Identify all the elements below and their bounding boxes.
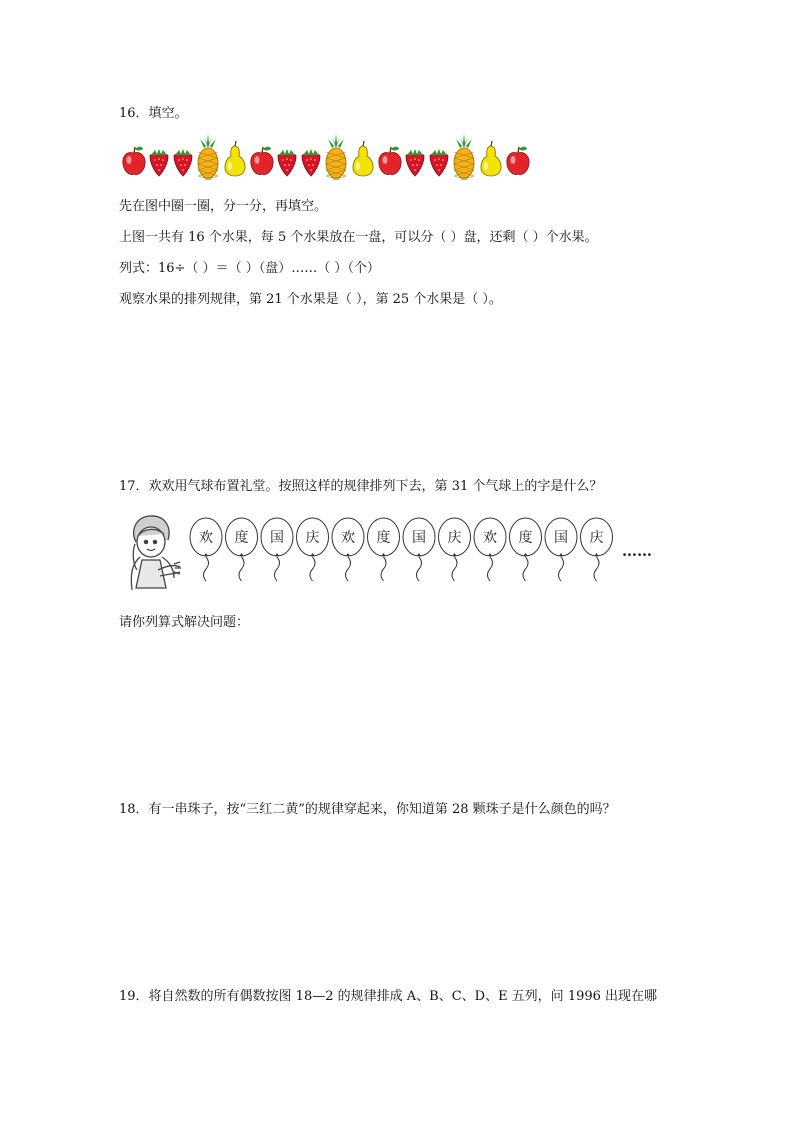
fill-blank-pattern: 观察水果的排列规律，第 21 个水果是（ ），第 25 个水果是（ ）。 [119,292,502,307]
balloon-character: 度 [518,530,533,546]
strawberry-icon [174,149,192,176]
pear-icon [481,141,501,176]
balloon-character: 国 [412,530,426,546]
question-18-title: 18．有一串珠子，按“三红二黄”的规律穿起来，你知道第 28 颗珠子是什么颜色的吗？ [119,802,616,817]
balloon-character: 度 [376,530,391,546]
balloon-character: 庆 [589,530,604,546]
apple-icon [123,147,145,175]
balloon [297,518,329,581]
strawberry-icon [278,149,296,176]
balloon [439,518,471,581]
balloon [474,518,506,581]
pear-icon [353,141,373,176]
apple-icon [379,147,401,175]
balloon [261,518,293,581]
question-16-title: 16．填空。 [119,106,188,121]
question-17-title: 17．欢欢用气球布置礼堂。按照这样的规律排列下去，第 31 个气球上的字是什么？ [119,479,603,494]
balloon [190,518,222,581]
balloon-character: 庆 [305,530,320,546]
strawberry-icon [302,149,320,176]
ellipsis: …… [622,542,652,560]
balloon-sequence [188,516,668,590]
pineapple-icon [326,134,346,180]
pineapple-icon [454,134,474,180]
balloon-character: 度 [234,530,249,546]
question-19-title: 19．将自然数的所有偶数按图 18—2 的规律排成 A、B、C、D、E 五列，问 1996 出现在哪 [119,989,658,1004]
balloon [510,518,542,581]
pear-icon [225,141,245,176]
fruit-sequence [121,134,581,180]
calculation-prompt: 请你列算式解决问题： [119,615,250,630]
balloon [368,518,400,581]
balloon-character: 欢 [199,530,213,546]
balloon [332,518,364,581]
girl-illustration [122,512,184,596]
pineapple-icon [198,134,218,180]
balloon [226,518,258,581]
balloon-character: 欢 [341,530,355,546]
strawberry-icon [430,149,448,176]
fill-blank-count: 上图一共有 16 个水果，每 5 个水果放在一盘，可以分（ ）盘，还剩（ ）个水果。 [119,230,598,245]
balloon [403,518,435,581]
balloon-character: 国 [270,530,284,546]
instruction-text: 先在图中圈一圈，分一分，再填空。 [119,199,328,214]
balloon-character: 国 [554,530,568,546]
balloon-character: 庆 [447,530,462,546]
balloon [581,518,613,581]
fill-blank-equation: 列式：16÷（ ）＝（ ）（盘）……（ ）（个） [119,261,380,276]
balloon [545,518,577,581]
balloon-character: 欢 [483,530,497,546]
apple-icon [507,147,529,175]
strawberry-icon [406,149,424,176]
apple-icon [251,147,273,175]
strawberry-icon [150,149,168,176]
